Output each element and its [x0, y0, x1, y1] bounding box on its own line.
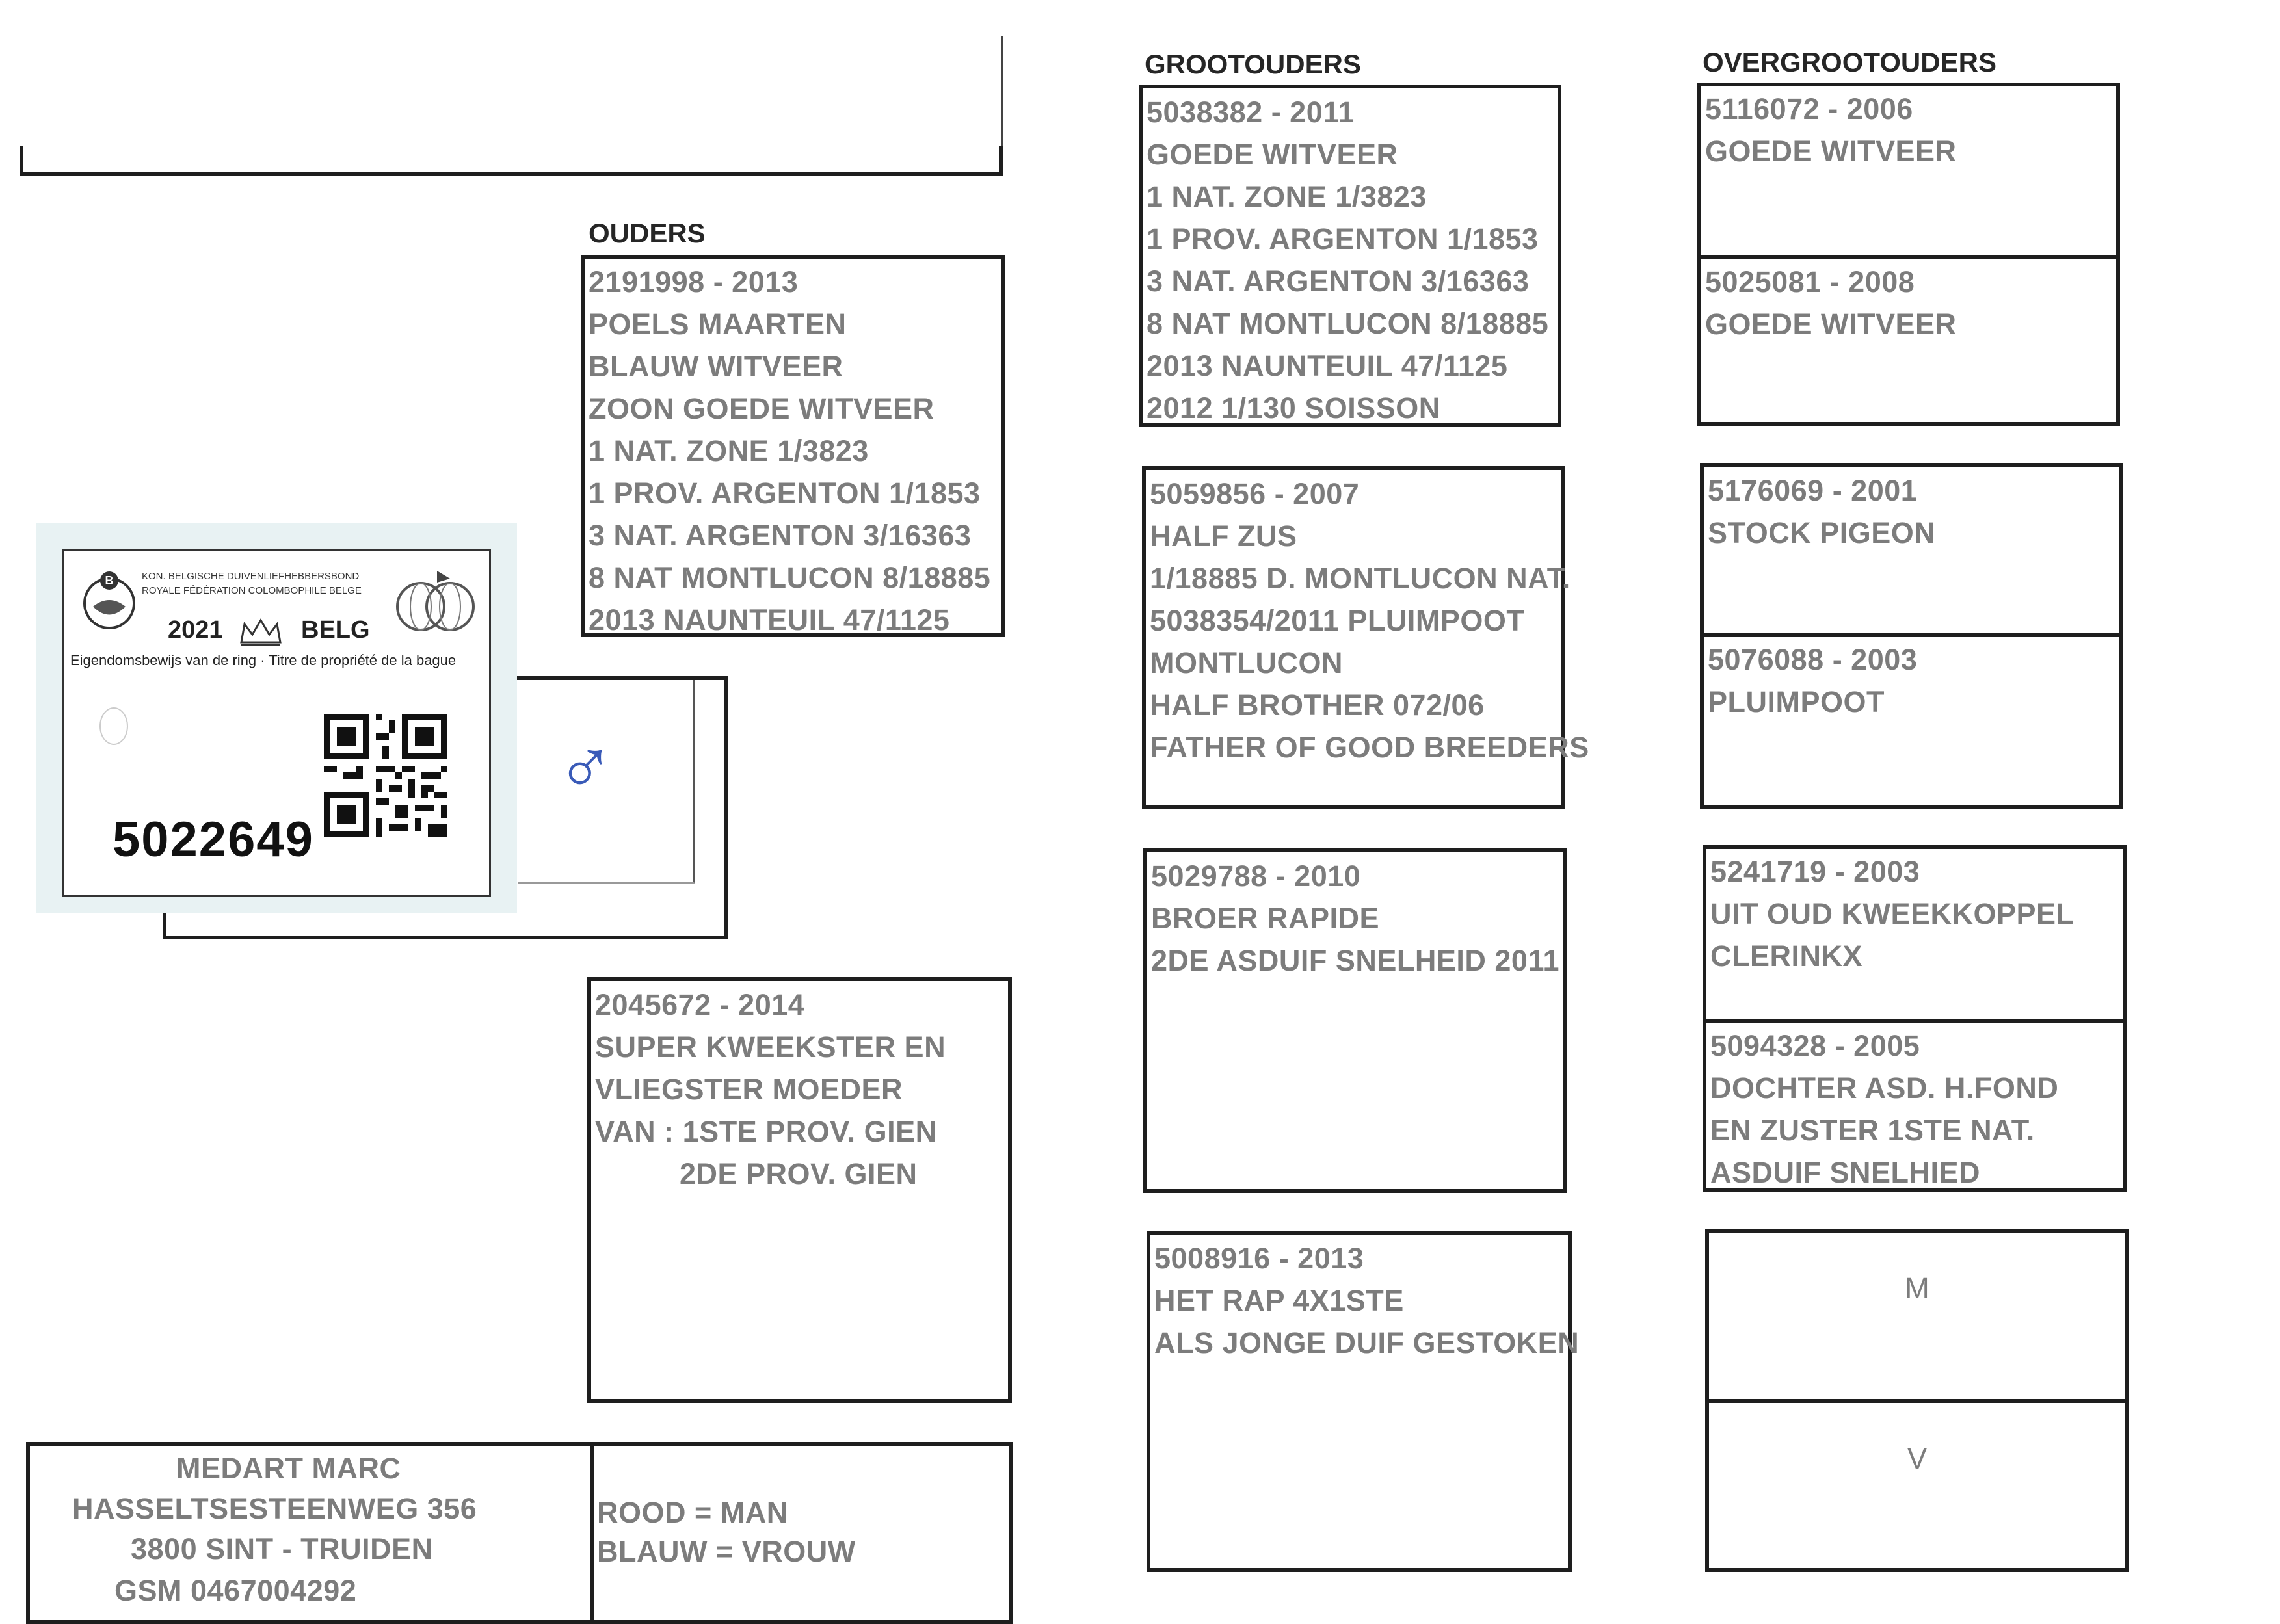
box-content	[1706, 850, 2123, 977]
punch-hole	[99, 707, 128, 745]
box-content	[1706, 1025, 2123, 1194]
pedigree-line: 5059856 - 2007	[1150, 477, 1360, 510]
box-content	[591, 984, 1008, 1195]
box-content	[585, 261, 1001, 641]
pedigree-line: 1 NAT. ZONE 1/3823	[589, 434, 869, 467]
pedigree-line: GOEDE WITVEER	[1705, 135, 1957, 168]
pedigree-line: 2DE PROV. GIEN	[680, 1157, 918, 1190]
parent-box-mother	[587, 977, 1012, 1403]
legend-blue: BLAUW = VROUW	[597, 1535, 856, 1568]
pedigree-line: 5038354/2011 PLUIMPOOT	[1150, 604, 1525, 637]
owner-phone: GSM 0467004292	[114, 1574, 357, 1607]
pedigree-line: 5241719 - 2003	[1710, 855, 1920, 888]
grandparent-box-2	[1142, 466, 1589, 809]
ring-year: 2021	[168, 616, 223, 644]
pedigree-line: 8 NAT MONTLUCON 8/18885	[1147, 307, 1549, 340]
great-grandparent-box-1	[1697, 83, 2120, 426]
box-content	[1147, 855, 1563, 982]
owner-footer-box	[26, 1442, 1013, 1624]
pedigree-line: 2191998 - 2013	[589, 265, 799, 298]
box-divider	[1701, 255, 2116, 259]
pedigree-line: UIT OUD KWEEKKOPPEL	[1710, 897, 2075, 930]
pedigree-line: BROER RAPIDE	[1151, 902, 1380, 935]
pedigree-line: 1 PROV. ARGENTON 1/1853	[589, 477, 981, 510]
ring-number: 5022649	[113, 812, 314, 867]
pedigree-line: 1 PROV. ARGENTON 1/1853	[1147, 222, 1539, 255]
grandparent-box-1	[1139, 85, 1561, 427]
grandparent-box-3	[1143, 848, 1567, 1193]
pedigree-line: EN ZUSTER 1STE NAT.	[1710, 1114, 2035, 1147]
pedigree-line: SUPER KWEEKSTER EN	[595, 1030, 946, 1064]
ring-card	[36, 523, 517, 913]
owner-address: HASSELTSESTEENWEG 356	[72, 1492, 477, 1525]
pedigree-line: CLERINKX	[1710, 939, 1863, 973]
box-content	[1709, 1442, 2125, 1476]
box-divider	[1709, 1399, 2125, 1403]
footer-divider	[590, 1446, 594, 1620]
pedigree-line: MONTLUCON	[1150, 646, 1343, 679]
pedigree-line: ZOON GOEDE WITVEER	[589, 392, 935, 425]
federation-name-fr: ROYALE FÉDÉRATION COLOMBOPHILE BELGE	[142, 585, 362, 596]
pedigree-line: 5038382 - 2011	[1147, 96, 1355, 129]
pedigree-line: HALF BROTHER 072/06	[1150, 688, 1485, 722]
pedigree-line: 5116072 - 2006	[1705, 92, 1913, 125]
box-content	[1701, 261, 2116, 345]
box-content	[1150, 1237, 1580, 1364]
pedigree-line: DOCHTER ASD. H.FOND	[1710, 1071, 2059, 1105]
federation-name-nl: KON. BELGISCHE DUIVENLIEFHEBBERSBOND	[142, 571, 360, 582]
pedigree-line: HALF ZUS	[1150, 519, 1297, 553]
legend-red: ROOD = MAN	[597, 1496, 788, 1529]
pedigree-line: 2012 1/130 SOISSON	[1147, 391, 1440, 425]
pedigree-line: 5094328 - 2005	[1710, 1029, 1920, 1062]
pedigree-line: POELS MAARTEN	[589, 308, 847, 341]
pedigree-line: 2DE ASDUIF SNELHEID 2011	[1151, 944, 1560, 977]
pedigree-line: 5008916 - 2013	[1154, 1242, 1364, 1275]
parent-box-father	[581, 255, 1005, 637]
heading-ouders: OUDERS	[589, 218, 706, 248]
pedigree-line: 5176069 - 2001	[1708, 474, 1918, 507]
pedigree-line: ALS JONGE DUIF GESTOKEN	[1154, 1326, 1580, 1359]
pedigree-line: FATHER OF GOOD BREEDERS	[1150, 731, 1589, 764]
sex-symbol: ♂	[556, 724, 615, 811]
crown-icon	[238, 616, 284, 648]
ring-country: BELG	[301, 616, 370, 644]
pedigree-line: HET RAP 4X1STE	[1154, 1284, 1404, 1317]
great-grandparent-box-2	[1700, 463, 2123, 809]
male-marker: M	[1905, 1272, 1929, 1305]
federation-logo-icon	[80, 568, 139, 633]
great-grandparent-box-4	[1705, 1229, 2129, 1572]
pedigree-line: 1 NAT. ZONE 1/3823	[1147, 180, 1427, 213]
box-divider	[1706, 1019, 2123, 1023]
pedigree-line: 3 NAT. ARGENTON 3/16363	[589, 519, 972, 552]
pedigree-line: 5076088 - 2003	[1708, 643, 1918, 676]
pedigree-line: 3 NAT. ARGENTON 3/16363	[1147, 265, 1530, 298]
pedigree-line: 1/18885 D. MONTLUCON NAT.	[1150, 562, 1571, 595]
box-content	[1146, 473, 1589, 768]
box-content	[1704, 638, 2119, 723]
pedigree-line: 5025081 - 2008	[1705, 265, 1915, 298]
box-content	[1701, 88, 2116, 172]
pedigree-line: PLUIMPOOT	[1708, 685, 1885, 718]
pedigree-line: BLAUW WITVEER	[589, 350, 843, 383]
pedigree-line: GOEDE WITVEER	[1147, 138, 1398, 171]
female-marker: V	[1907, 1442, 1927, 1475]
pedigree-line: VAN : 1STE PROV. GIEN	[595, 1115, 937, 1148]
ring-caption: Eigendomsbewijs van de ring · Titre de propriété de la bague	[70, 652, 457, 668]
pedigree-line: GOEDE WITVEER	[1705, 308, 1957, 341]
qr-code-icon	[324, 714, 447, 837]
globe-emblem-icon	[385, 564, 483, 636]
pedigree-line: STOCK PIGEON	[1708, 516, 1936, 549]
pedigree-line: VLIEGSTER MOEDER	[595, 1073, 903, 1106]
heading-overgrootouders: OVERGROOTOUDERS	[1703, 47, 1996, 77]
box-content	[1704, 469, 2119, 554]
owner-name: MEDART MARC	[176, 1452, 401, 1485]
svg-text:B: B	[105, 574, 114, 587]
pedigree-line: 2013 NAUNTEUIL 47/1125	[589, 603, 950, 636]
box-divider	[1704, 633, 2119, 637]
grandparent-box-4	[1147, 1231, 1580, 1572]
ring-card-inner	[62, 549, 491, 897]
pedigree-line: 2013 NAUNTEUIL 47/1125	[1147, 349, 1508, 382]
paper-fold-strip	[20, 36, 1003, 146]
great-grandparent-box-3	[1703, 845, 2127, 1192]
box-content	[1709, 1272, 2125, 1305]
box-content	[1143, 91, 1558, 429]
pedigree-line: 2045672 - 2014	[595, 988, 805, 1021]
heading-grootouders: GROOTOUDERS	[1145, 49, 1361, 79]
owner-city: 3800 SINT - TRUIDEN	[131, 1532, 433, 1565]
pedigree-line: 5029788 - 2010	[1151, 859, 1361, 893]
pedigree-line: 8 NAT MONTLUCON 8/18885	[589, 561, 991, 594]
pedigree-line: ASDUIF SNELHIED	[1710, 1156, 1981, 1189]
